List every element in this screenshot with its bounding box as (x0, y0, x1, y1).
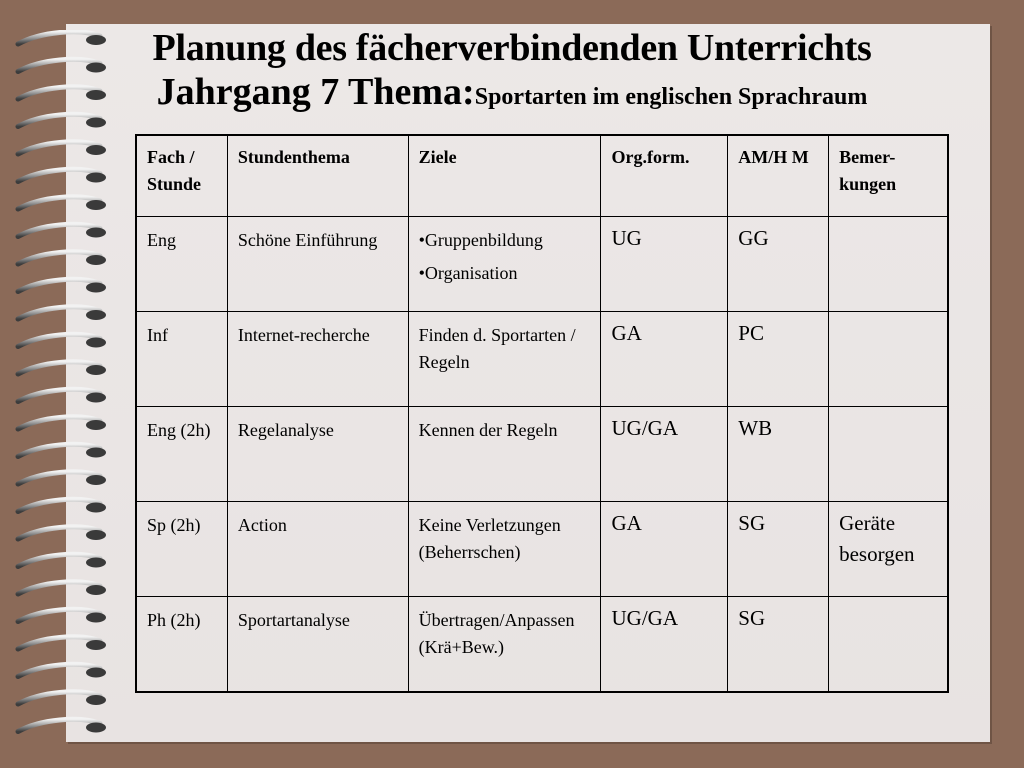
lesson-plan-table (135, 134, 949, 693)
cell-fach: Inf (136, 312, 227, 407)
ziele-item: •Organisation (418, 263, 518, 283)
cell-org: GA (601, 312, 728, 407)
cell-bem (829, 407, 948, 502)
cell-thema: Sportartanalyse (227, 597, 408, 693)
header-ziele: Ziele (408, 135, 601, 217)
table-row (136, 217, 948, 312)
spiral-hole-icon (86, 173, 106, 183)
cell-ziele: Keine Verletzungen (Beherrschen) (408, 502, 601, 597)
spiral-hole-icon (86, 613, 106, 623)
spiral-hole-icon (86, 723, 106, 733)
title-line-2-main: Jahrgang 7 Thema: (156, 71, 475, 113)
cell-org: UG (601, 217, 728, 312)
spiral-hole-icon (86, 475, 106, 485)
table-row (136, 312, 948, 407)
cell-thema: Action (227, 502, 408, 597)
cell-thema: Internet-recherche (227, 312, 408, 407)
header-bemerkungen: Bemer- kungen (829, 135, 948, 217)
cell-am: GG (728, 217, 829, 312)
cell-ziele: Kennen der Regeln (408, 407, 601, 502)
cell-bem (829, 597, 948, 693)
spiral-hole-icon (86, 365, 106, 375)
header-amhm: AM/H M (728, 135, 829, 217)
spiral-hole-icon (86, 255, 106, 265)
title-line-2-sub: Sportarten im englischen Sprachraum (474, 84, 868, 110)
cell-fach: Sp (2h) (136, 502, 227, 597)
cell-org: UG/GA (601, 407, 728, 502)
header-orgform: Org.form. (601, 135, 728, 217)
spiral-hole-icon (86, 695, 106, 705)
title-line-2 (0, 70, 1024, 119)
table-header-row (136, 135, 948, 217)
spiral-hole-icon (86, 448, 106, 458)
spiral-hole-icon (86, 228, 106, 238)
cell-am: SG (728, 502, 829, 597)
cell-bem (829, 217, 948, 312)
spiral-hole-icon (86, 310, 106, 320)
cell-fach: Eng (136, 217, 227, 312)
slide-title (0, 26, 1024, 119)
spiral-hole-icon (86, 585, 106, 595)
cell-bem: Geräte besorgen (829, 502, 948, 597)
cell-am: WB (728, 407, 829, 502)
spiral-hole-icon (86, 558, 106, 568)
header-stundenthema: Stundenthema (227, 135, 408, 217)
spiral-hole-icon (86, 420, 106, 430)
cell-ziele (408, 217, 601, 312)
spiral-hole-icon (86, 393, 106, 403)
cell-am: PC (728, 312, 829, 407)
spiral-hole-icon (86, 145, 106, 155)
spiral-hole-icon (86, 668, 106, 678)
spiral-hole-icon (86, 200, 106, 210)
cell-thema: Regelanalyse (227, 407, 408, 502)
spiral-hole-icon (86, 640, 106, 650)
spiral-binding-icon (0, 30, 120, 750)
cell-bem (829, 312, 948, 407)
cell-thema: Schöne Einführung (227, 217, 408, 312)
cell-fach: Ph (2h) (136, 597, 227, 693)
cell-ziele: Finden d. Sportarten / Regeln (408, 312, 601, 407)
spiral-hole-icon (86, 118, 106, 128)
cell-org: GA (601, 502, 728, 597)
table-row (136, 407, 948, 502)
table-row (136, 597, 948, 693)
spiral-hole-icon (86, 283, 106, 293)
title-line-1: Planung des fächerverbindenden Unterrichts (152, 27, 872, 69)
header-fach: Fach / Stunde (136, 135, 227, 217)
spiral-hole-icon (86, 503, 106, 513)
spiral-hole-icon (86, 530, 106, 540)
cell-ziele: Übertragen/Anpassen (Krä+Bew.) (408, 597, 601, 693)
cell-fach: Eng (2h) (136, 407, 227, 502)
ziele-item: •Gruppenbildung (418, 230, 543, 250)
spiral-hole-icon (86, 338, 106, 348)
table-row (136, 502, 948, 597)
cell-org: UG/GA (601, 597, 728, 693)
cell-am: SG (728, 597, 829, 693)
